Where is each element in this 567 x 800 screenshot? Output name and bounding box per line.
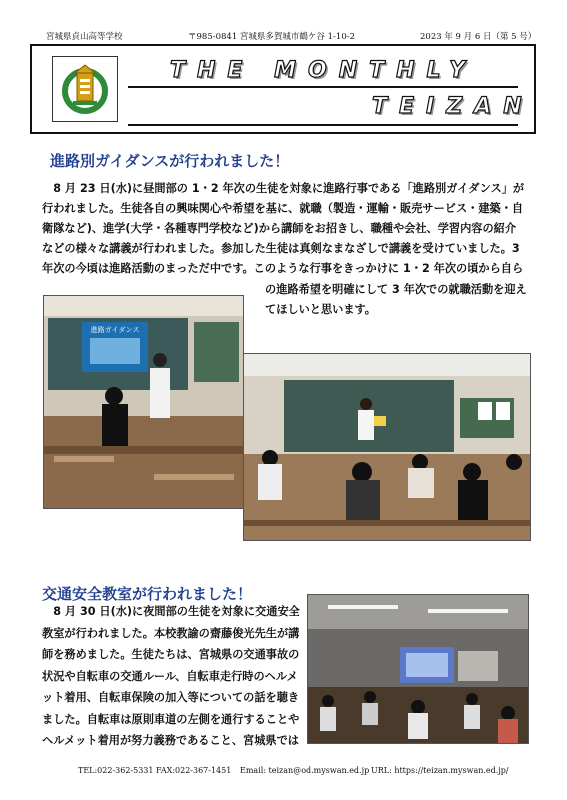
newsletter-title-line2: TEIZAN xyxy=(372,94,534,119)
guidance-lecture-photo xyxy=(243,353,531,541)
article2-line: ット着用、自転車保険の加入等についての話を聴き xyxy=(42,691,300,704)
projected-slide-title: 進路ガイダンス xyxy=(90,326,140,334)
article1-line: などの様々な講義が行われました。参加した生徒は真剣なまなざしで講義を受けていました。3 xyxy=(42,242,520,255)
article2-line: ました。自転車は原則車道の左側を通行することや xyxy=(42,712,300,726)
article1-body xyxy=(42,179,524,279)
guidance-classroom-photo xyxy=(43,295,244,509)
school-emblem xyxy=(52,56,118,122)
article1-heading: 進路別ガイダンスが行われました！ xyxy=(50,152,290,170)
article1-line: の進路希望を明確にして 3 年次での就職活動を迎え xyxy=(265,283,527,296)
footer-fax: FAX:022-367-1451 xyxy=(156,766,232,775)
article2-heading: 交通安全教室が行われました！ xyxy=(42,585,253,603)
article2-line: 状況や自転車の交通ルール、自転車走行時のヘルメ xyxy=(42,669,298,683)
footer-url: URL: https://teizan.myswan.ed.jp/ xyxy=(371,766,509,775)
footer-contact xyxy=(0,766,567,778)
school-name: 宮城県貞山高等学校 xyxy=(46,32,123,42)
article1-body-right xyxy=(265,280,527,320)
article2-line: 教室が行われました。本校教諭の齋藤俊光先生が講 xyxy=(42,626,300,640)
article2-line: 師を務めました。生徒たちは、宮城県の交通事故の xyxy=(42,648,300,661)
traffic-safety-class-photo xyxy=(307,594,529,744)
school-address: 〒985-0841 宮城県多賀城市鶴ケ谷 1-10-2 xyxy=(188,32,356,42)
title-rule-top xyxy=(128,86,518,88)
issue-date: 2023 年 9 月 6 日（第 5 号） xyxy=(420,32,537,42)
article2-body xyxy=(42,601,300,752)
footer-tel: TEL:022-362-5331 xyxy=(78,766,154,775)
masthead xyxy=(30,44,536,134)
article2-line: ヘルメット着用が努力義務であること、宮城県では xyxy=(42,734,299,747)
footer-email: Email: teizan@od.myswan.ed.jp xyxy=(240,766,370,775)
article1-line: 行われました。生徒各自の興味関心や希望を基に、就職（製造・運輸・販売サービス・建築・自 xyxy=(42,202,524,215)
article1-line: てほしいと思います。 xyxy=(265,303,376,316)
article1-line: 年次の今頃は進路活動のまっただ中です。このような行事をきっかけに 1・2 年次の頃から自ら xyxy=(42,262,524,275)
article2-line: 8 月 30 日(水)に夜間部の生徒を対象に交通安全 xyxy=(42,605,300,618)
newsletter-title-line1: THE MONTHLY xyxy=(170,58,478,83)
article1-line: 衛隊など)、進学(大学・各種専門学校など)から講師をお招きし、職種や会社、学習内容の紹介 xyxy=(42,222,517,235)
title-rule-bottom xyxy=(128,124,518,126)
article1-line: 8 月 23 日(水)に昼間部の 1・2 年次の生徒を対象に進路行事である「進路別ガイダンス」が xyxy=(42,182,525,195)
